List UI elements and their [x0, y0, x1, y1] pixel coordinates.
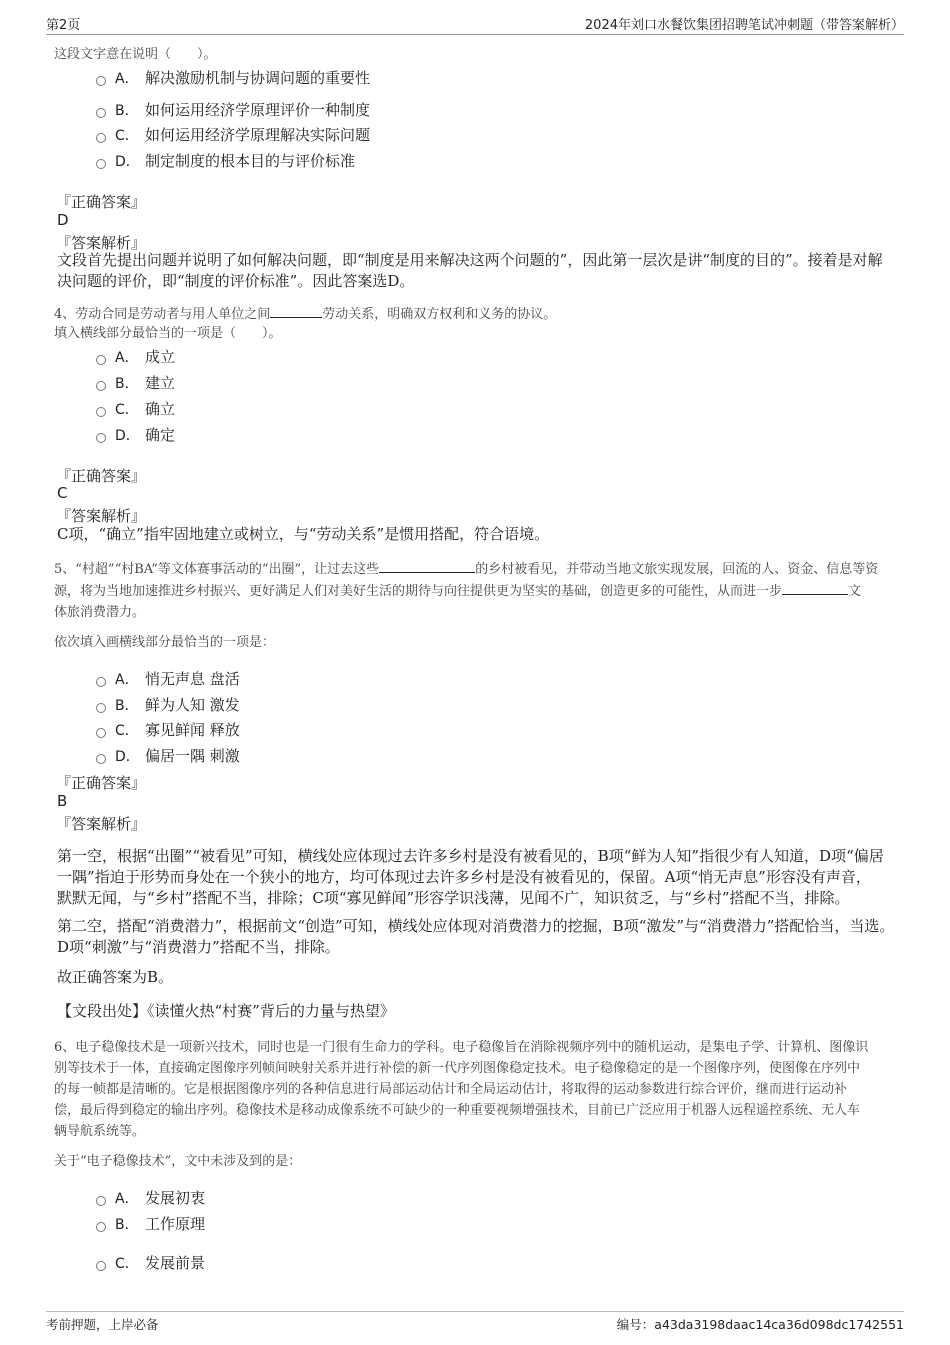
radio-icon[interactable]	[96, 133, 106, 143]
q3-stem: 这段文字意在说明（ ）。	[54, 47, 217, 62]
radio-icon[interactable]	[96, 754, 106, 764]
radio-icon[interactable]	[96, 1196, 106, 1206]
q3-option-d[interactable]: D． 制定制度的根本目的与评价标准	[96, 150, 355, 171]
radio-icon[interactable]	[96, 108, 106, 118]
q4-answer: C	[57, 484, 68, 502]
radio-icon[interactable]	[96, 433, 106, 443]
q5-stem: 5、“村超”“村BA”等文体赛事活动的“出圈”，让过去这些 的乡村被看见，并带动当地文旅实现发展，回流的人、资金、信息等资 源，将为当地加速推进乡村振兴、更好满足人们对美好生活的期待与向往提供更为坚实的基础，创造更多的可能性，从而进一步 文 体旅消费潜力。	[54, 558, 899, 623]
q3-option-a[interactable]: A． 解决激励机制与协调问题的重要性	[96, 67, 370, 88]
q6-instruction: 关于“电子稳像技术”，文中未涉及到的是：	[54, 1154, 302, 1169]
q5-option-c[interactable]: C． 寡见鲜闻 释放	[96, 719, 240, 740]
q5-analysis-label: 『答案解析』	[56, 815, 147, 833]
q3-analysis-label: 『答案解析』	[56, 234, 147, 252]
radio-icon[interactable]	[96, 1222, 106, 1232]
radio-icon[interactable]	[96, 76, 106, 86]
fill-blank	[270, 303, 322, 318]
q5-analysis-paragraph-2: 第二空，搭配“消费潜力”，根据前文“创造”可知，横线处应体现对消费潜力的挖掘，B项“激发”与“消费潜力”搭配恰当，当选。 D项“刺激”与“消费潜力”搭配不当，排除。	[57, 917, 895, 956]
radio-icon[interactable]	[96, 1261, 106, 1271]
q4-option-b[interactable]: B． 建立	[96, 372, 175, 393]
q4-answer-label: 『正确答案』	[56, 467, 147, 485]
q6-stem: 6、电子稳像技术是一项新兴技术，同时也是一门很有生命力的学科。电子稳像旨在消除视频序列中的随机运动，是集电子学、计算机、图像识 别等技术于一体，直接确定图像序列帧间映射关系并进行补偿的新一代序列图像稳定技术。电子稳像稳定的是一个图像序列，使图像在序列中 的每一帧都是清晰的。它是根据图像序列的各种信息进行局部运动估计和全局运动估计，将取得的运动参数进行综合评价，继而进行运动补 偿，最后得到稳定的输出序列。稳像技术是移动成像系统不可缺少的一种重要视频增强技术，目前已广泛应用于机器人远程遥控系统、无人车 辆导航系统等。	[54, 1040, 869, 1139]
radio-icon[interactable]	[96, 381, 106, 391]
radio-icon[interactable]	[96, 677, 106, 687]
radio-icon[interactable]	[96, 407, 106, 417]
q5-option-d[interactable]: D． 偏居一隅 刺激	[96, 745, 240, 766]
fill-blank	[782, 580, 848, 595]
q5-conclusion: 故正确答案为B。	[57, 968, 174, 986]
q3-analysis: 文段首先提出问题并说明了如何解决问题，即“制度是用来解决这两个问题的”，因此第一层次是讲“制度的目的”。接着是对解 决问题的评价，即“制度的评价标准”。因此答案选D。	[57, 251, 883, 290]
radio-icon[interactable]	[96, 355, 106, 365]
q4-analysis: C项，“确立”指牢固地建立或树立，与“劳动关系”是惯用搭配，符合语境。	[57, 525, 550, 543]
radio-icon[interactable]	[96, 159, 106, 169]
fill-blank	[379, 558, 475, 573]
document-title: 2024年刘口水餐饮集团招聘笔试冲刺题（带答案解析）	[584, 18, 904, 33]
q5-analysis-paragraph-1: 第一空，根据“出圈”“被看见”可知，横线处应体现过去许多乡村是没有被看见的，B项“鲜为人知”指很少有人知道，D项“偏居 一隅”指迫于形势而身处在一个狭小的地方，均可体现过去许多乡村是没有被看见的，保留。A项“悄无声息”形容没有声音， 默默无闻，与“乡村”搭配不当，排除；C项“寡见鲜闻”形容学识浅薄，见闻不广，知识贫乏，与“乡村”搭配不当，排除。	[57, 847, 884, 907]
q3-answer-label: 『正确答案』	[56, 193, 147, 211]
q3-option-b[interactable]: B． 如何运用经济学原理评价一种制度	[96, 99, 370, 120]
q6-option-c[interactable]: C． 发展前景	[96, 1252, 205, 1273]
q4-analysis-label: 『答案解析』	[56, 507, 147, 525]
page-footer	[46, 1311, 904, 1342]
q5-answer-label: 『正确答案』	[56, 774, 147, 792]
q4-option-c[interactable]: C． 确立	[96, 398, 175, 419]
q5-instruction: 依次填入画横线部分最恰当的一项是：	[54, 635, 276, 650]
page-number: 第2页	[46, 18, 81, 33]
page-header	[46, 12, 904, 35]
q5-option-a[interactable]: A． 悄无声息 盘活	[96, 668, 240, 689]
q4-stem: 4、劳动合同是劳动者与用人单位之间 劳动关系，明确双方权利和义务的协议。	[54, 303, 556, 325]
q4-option-d[interactable]: D． 确定	[96, 424, 175, 445]
q6-option-b[interactable]: B． 工作原理	[96, 1213, 205, 1234]
q3-answer: D	[57, 211, 69, 229]
q5-source: 【文段出处】《读懂火热“村赛”背后的力量与热望》	[57, 1002, 395, 1020]
radio-icon[interactable]	[96, 703, 106, 713]
q3-option-c[interactable]: C． 如何运用经济学原理解决实际问题	[96, 124, 370, 145]
footer-slogan: 考前押题，上岸必备	[46, 1317, 159, 1332]
q4-instruction: 填入横线部分最恰当的一项是（ ）。	[54, 326, 282, 341]
q6-option-a[interactable]: A． 发展初衷	[96, 1187, 205, 1208]
radio-icon[interactable]	[96, 728, 106, 738]
q5-answer: B	[57, 792, 68, 810]
document-code: 编号：a43da3198daac14ca36d098dc1742551	[616, 1317, 904, 1332]
q4-option-a[interactable]: A． 成立	[96, 346, 175, 367]
q5-option-b[interactable]: B． 鲜为人知 激发	[96, 694, 240, 715]
